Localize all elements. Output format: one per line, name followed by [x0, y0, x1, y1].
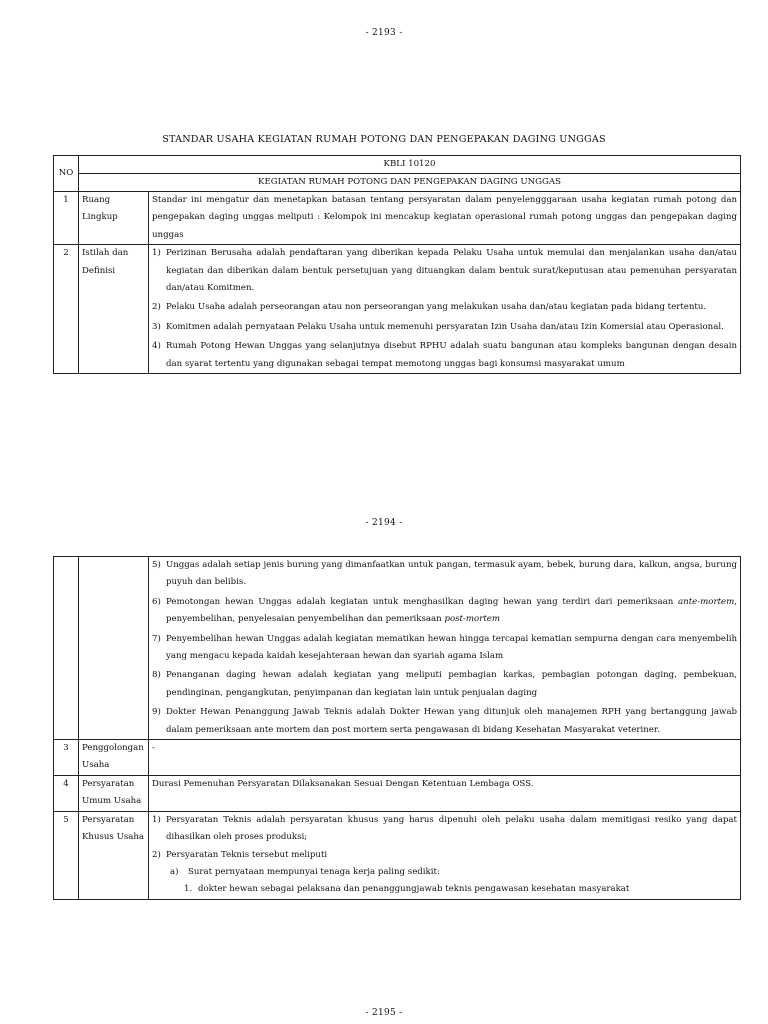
table-row	[54, 811, 741, 899]
document-title: STANDAR USAHA KEGIATAN RUMAH POTONG DAN PENGEPAKAN DAGING UNGGAS	[162, 134, 606, 145]
header-no: NO	[54, 156, 79, 192]
row-label: Istilah dan Definisi	[79, 245, 149, 374]
list-item: 9) Dokter Hewan Penanggung Jawab Teknis adalah Dokter Hewan yang ditunjuk oleh manajemen RPH yang bertanggung jawab dalam pemeriksaan ante mortem dan post mortem serta pengawasan di bidang Kesehatan Masyarakat veteriner.	[152, 707, 737, 735]
list-item: 1) Perizinan Berusaha adalah pendaftaran yang diberikan kepada Pelaku Usaha untuk memulai dan menjalankan usaha dan/atau kegiatan dan diberikan dalam bentuk persetujuan yang dituangkan dalam bentuk surat/keputusan atau pemenuhan persyaratan dan/atau Komitmen.	[152, 248, 737, 294]
row-number: 3	[54, 740, 79, 776]
list-item: 3) Komitmen adalah pernyataan Pelaku Usaha untuk memenuhi persyaratan Izin Usaha dan/atau Izin Komersial atau Operasional.	[152, 321, 724, 332]
definition-list	[149, 245, 741, 374]
persyaratan-umum-text: Durasi Pemenuhan Persyaratan Dilaksanakan Sesuai Dengan Ketentuan Lembaga OSS.	[149, 775, 741, 811]
standard-table-page-2193	[53, 155, 741, 374]
list-item: 2) Persyaratan Teknis tersebut meliputi	[152, 849, 328, 860]
table-row	[54, 192, 741, 245]
table-row	[54, 740, 741, 776]
list-item: 4) Rumah Potong Hewan Unggas yang selanjutnya disebut RPHU adalah suatu bangunan atau kompleks bangunan dengan desain dan syarat tertentu yang digunakan sebagai tempat memotong unggas bagi konsumsi masyarakat umum	[152, 341, 737, 369]
row-label: Penggolongan Usaha	[79, 740, 149, 776]
row-number: 1	[54, 192, 79, 245]
header-kegiatan: KEGIATAN RUMAH POTONG DAN PENGEPAKAN DAGING UNGGAS	[79, 174, 741, 192]
row-number: 4	[54, 775, 79, 811]
page-number-2195: - 2195 -	[365, 1008, 403, 1018]
list-item: 2) Pelaku Usaha adalah perseorangan atau non perseorangan yang melakukan usaha dan/atau kegiatan pada bidang tertentu.	[152, 302, 707, 313]
sub-sub-list-item: 1. dokter hewan sebagai pelaksana dan penanggungjawab teknis pengawasan kesehatan masyarakat	[184, 884, 630, 895]
list-item: 6) Pemotongan hewan Unggas adalah kegiatan untuk menghasilkan daging hewan yang terdiri dari pemeriksaan ante-mortem, penyembelihan, penyelesaian penyembelihan dan pemeriksaan post-mortem	[152, 596, 737, 625]
list-item: 7) Penyembelihan hewan Unggas adalah kegiatan mematikan hewan hingga tercapai kematian sempurna dengan cara menyembelih yang mengacu kepada kaidah kesejahteraan hewan dan syariah agama Islam	[152, 633, 737, 662]
list-item: 8) Penanganan daging hewan adalah kegiatan yang meliputi pembagian karkas, pembagian potongan daging, pembekuan, pendinginan, pengangkutan, penyimpanan dan kegiatan lain untuk penjualan daging	[152, 670, 737, 698]
row-label: Persyaratan Umum Usaha	[79, 775, 149, 811]
page-number-2194: - 2194 -	[365, 518, 403, 528]
page-number-2193: - 2193 -	[365, 28, 403, 38]
standard-table-page-2194	[53, 556, 741, 900]
ruang-lingkup-text: Standar ini mengatur dan menetapkan batasan tentang persyaratan dalam penyelengggaraan usaha kegiatan rumah potong dan pengepakan daging unggas meliputi : Kelompok ini mencakup kegiatan operasional rumah potong unggas dan pengepakan daging unggas	[149, 192, 741, 245]
list-item: 1) Persyaratan Teknis adalah persyaratan khusus yang harus dipenuhi oleh pelaku usaha dalam memitigasi resiko yang dapat dihasilkan oleh proses produksi;	[152, 814, 737, 843]
persyaratan-khusus-list	[149, 811, 741, 899]
row-number: 2	[54, 245, 79, 374]
definition-list-continued	[149, 557, 741, 740]
table-row	[54, 557, 741, 740]
row-number: 5	[54, 811, 79, 899]
header-kbli: KBLI 10120	[79, 156, 741, 174]
row-label: Ruang Lingkup	[79, 192, 149, 245]
list-item: 5) Unggas adalah setiap jenis burung yang dimanfaatkan untuk pangan, termasuk ayam, bebek, burung dara, kalkun, angsa, burung puyuh dan belibis.	[152, 560, 737, 588]
row-label: Persyaratan Khusus Usaha	[79, 811, 149, 899]
table-row	[54, 245, 741, 374]
table-row	[54, 775, 741, 811]
penggolongan-text: -	[149, 740, 741, 776]
sub-list-item: a) Surat pernyataan mempunyai tenaga kerja paling sedikit:	[170, 866, 440, 877]
